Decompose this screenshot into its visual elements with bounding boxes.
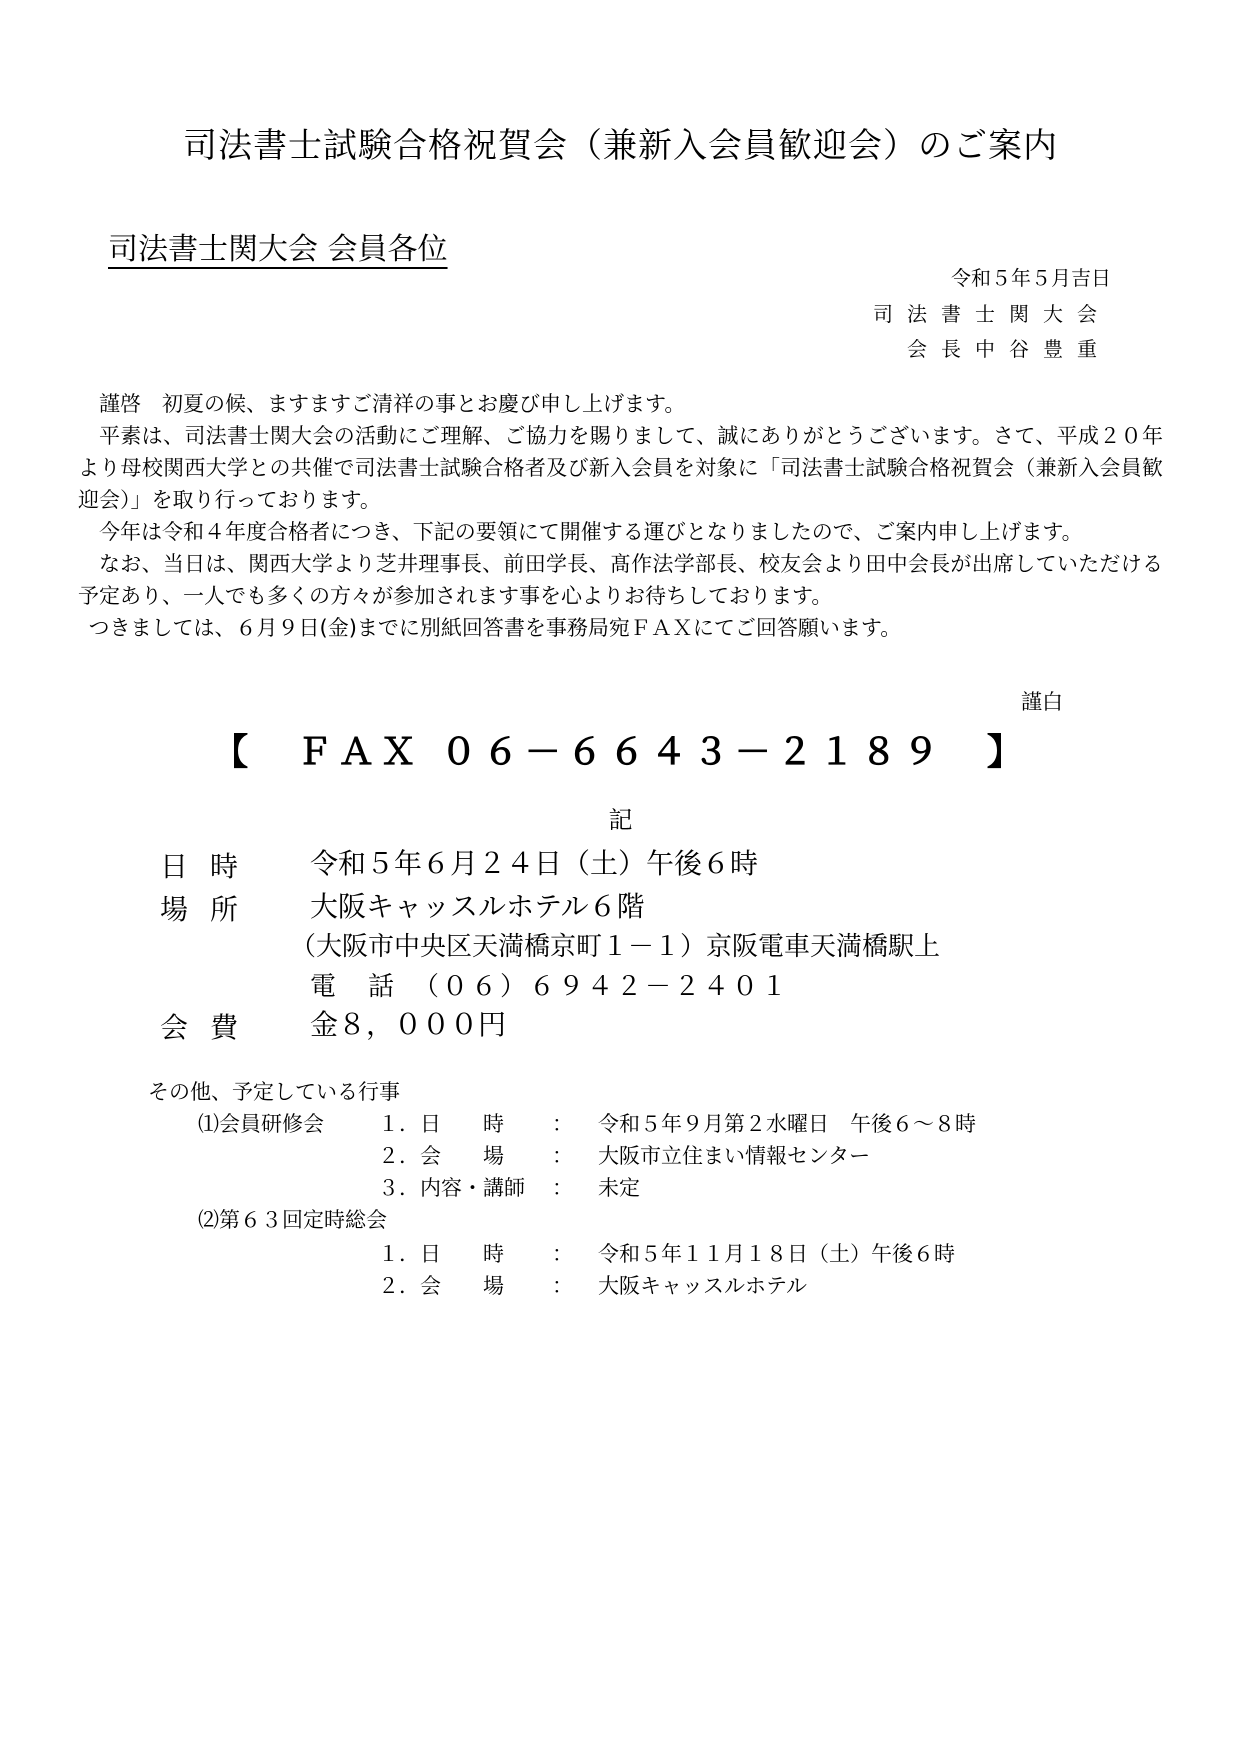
training-session-title: ⑴会員研修会 (198, 1112, 324, 1136)
meeting-row-key: ２．会 場 (378, 1274, 504, 1298)
attendees-paragraph: なお、当日は、関西大学より芝井理事長、前田学長、髙作法学部長、校友会より田中会長が出席していただける予定あり、一人でも多くの方々が参加されます事を心よりお待ちしております。 (78, 552, 1163, 608)
fee-label: 会費 (160, 1011, 261, 1044)
announcement-paragraph: 今年は令和４年度合格者につき、下記の要領にて開催する運びとなりましたので、ご案内申し上げます。 (99, 520, 1083, 544)
datetime-label: 日時 (160, 850, 261, 883)
general-meeting-title: ⑵第６３回定時総会 (198, 1208, 387, 1232)
reply-request-paragraph: つきましては、６月９日(金)までに別紙回答書を事務局宛ＦＡＸにてご回答願います。 (88, 616, 902, 640)
closing-word: 謹白 (1021, 690, 1063, 714)
training-row-key: １．日 時 (378, 1112, 504, 1136)
ki-marker: 記 (608, 806, 633, 834)
greeting-paragraph: 謹啓 初夏の候、ますますご清祥の事とお慶び申し上げます。 (99, 392, 686, 416)
background-paragraph: 平素は、司法書士関大会の活動にご理解、ご協力を賜りまして、誠にありがとうございます。さて、平成２０年より母校関西大学との共催で司法書士試験合格者及び新入会員を対象に「司法書士試験合格祝賀会（兼新入会員歓迎会）」を取り行っております。 (78, 424, 1163, 512)
place-address: （大阪市中央区天満橋京町１－１）京阪電車天満橋駅上 (290, 932, 941, 962)
other-events-heading: その他、予定している行事 (148, 1080, 400, 1104)
training-row-key: ３．内容・講師 (378, 1176, 525, 1200)
meeting-row-value: 大阪キャッスルホテル (598, 1274, 807, 1298)
sender-president: 会長中谷豊重 (907, 337, 1111, 361)
letter-body (78, 388, 1163, 644)
place-label: 場所 (160, 893, 261, 926)
sender-organization: 司法書士関大会 (873, 302, 1111, 326)
place-phone: 電 話 （０６）６９４２－２４０１ (310, 972, 791, 1002)
issue-date: 令和５年５月吉日 (951, 266, 1111, 290)
training-row-separator: ： (552, 1144, 573, 1168)
meeting-row-key: １．日 時 (378, 1242, 504, 1266)
fee-value: 金８，０００円 (310, 1008, 507, 1041)
document-title: 司法書士試験合格祝賀会（兼新入会員歓迎会）のご案内 (183, 126, 1058, 166)
fax-number: 【 ＦＡＸ ０６－６６４３－２１８９ 】 (212, 732, 1029, 773)
training-row-value: 大阪市立住まい情報センター (598, 1144, 871, 1168)
meeting-row-separator: ： (552, 1242, 573, 1266)
place-value: 大阪キャッスルホテル６階 (310, 890, 645, 923)
training-row-value: 令和５年９月第２水曜日 午後６～８時 (598, 1112, 976, 1136)
meeting-row-value: 令和５年１１月１８日（土）午後６時 (598, 1242, 955, 1266)
training-row-separator: ： (552, 1112, 573, 1136)
training-row-key: ２．会 場 (378, 1144, 504, 1168)
addressee: 司法書士関大会 会員各位 (108, 232, 448, 267)
training-row-value: 未定 (598, 1176, 640, 1200)
datetime-value: 令和５年６月２４日（土）午後６時 (310, 847, 759, 880)
meeting-row-separator: ： (552, 1274, 573, 1298)
training-row-separator: ： (552, 1176, 573, 1200)
